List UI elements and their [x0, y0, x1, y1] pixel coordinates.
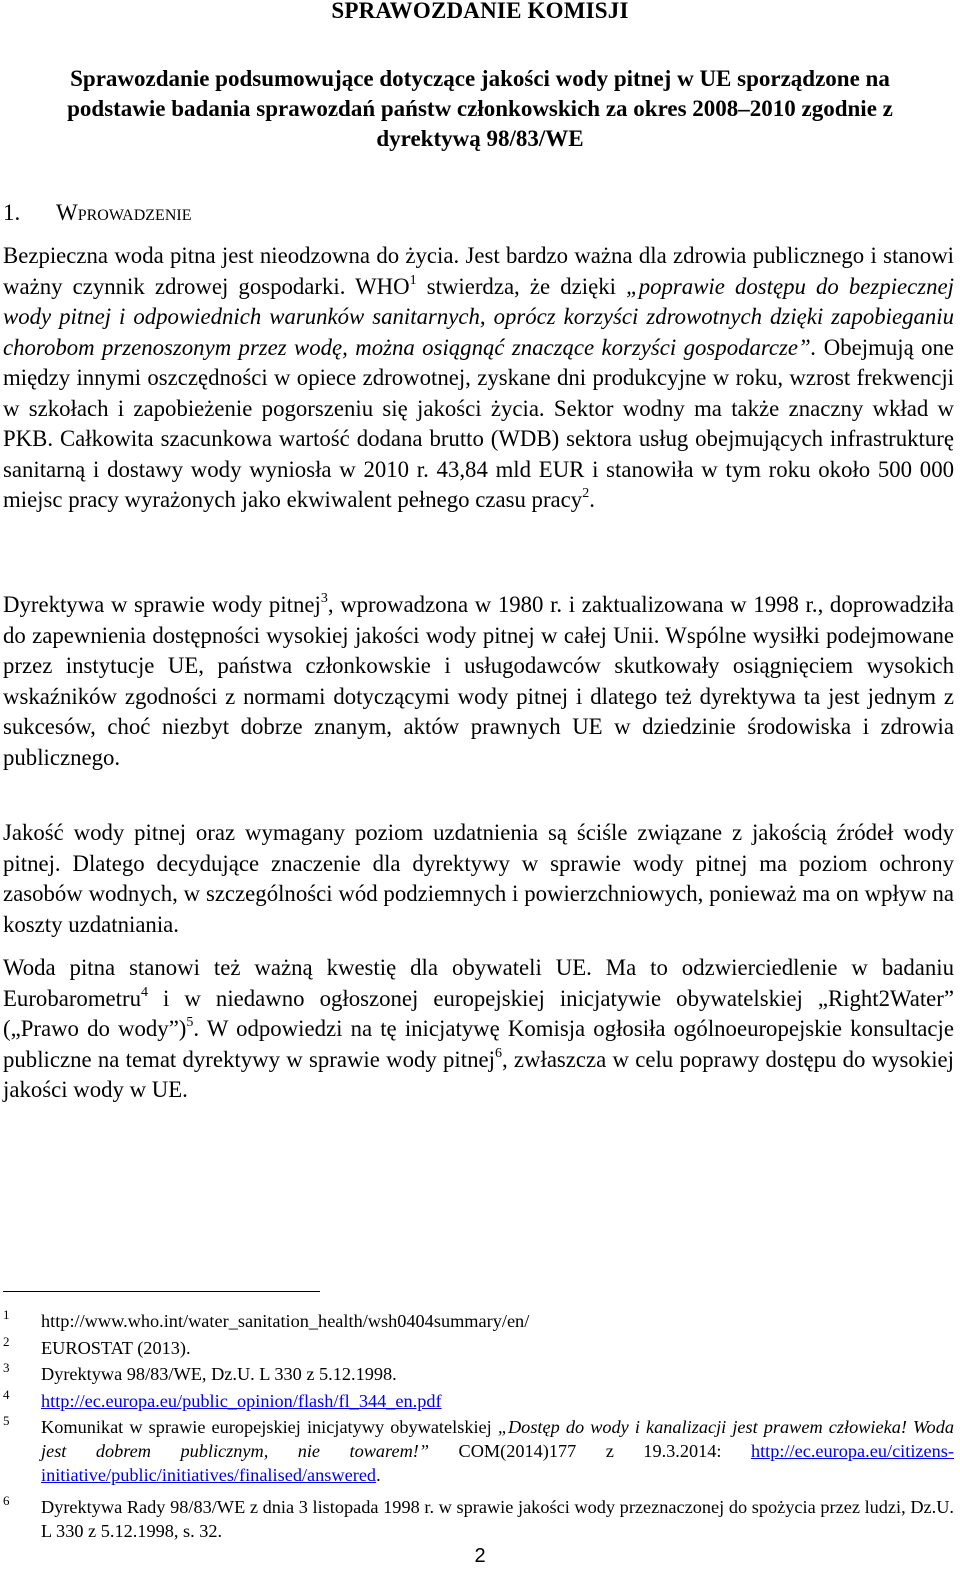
footnote-number: 4 [3, 1387, 10, 1402]
footnote-text: http://www.who.int/water_sanitation_health/wsh0404summary/en/ [41, 1311, 530, 1331]
paragraph-text: stwierdza, że dzięki [416, 273, 627, 299]
paragraph-text: , zwłaszcza w celu poprawy dostępu do wysokiej jakości wody w UE. [3, 1046, 954, 1102]
footnote-text: Dyrektywa Rady 98/83/WE z dnia 3 listopada 1998 r. w sprawie jakości wody przeznaczonej do spożycia przez ludzi, Dz.U. L 330 z 5.12.1998, s. 32. [41, 1497, 954, 1541]
footnote-text: Dyrektywa 98/83/WE, Dz.U. L 330 z 5.12.1998. [41, 1364, 397, 1384]
footnote-ref[interactable]: 5 [186, 1015, 194, 1030]
footnote-text [41, 1415, 954, 1487]
footnote-text-part: COM(2014)177 z 19.3.2014: [429, 1441, 751, 1461]
footnote-text [41, 1389, 954, 1413]
who-quote: „poprawie dostępu do bezpiecznej wody pitnej i odpowiednich warunków sanitarnych, oprócz korzyści zdrowotnych dzięki zapobieganiu chorobom przenoszonym przez wodę, można osiągnąć znaczące korzyści gospodarcze”. [3, 273, 954, 360]
footnote-ref[interactable]: 2 [582, 486, 590, 501]
paragraph-text: . [589, 487, 595, 512]
citizens-initiative-link[interactable]: http://ec.europa.eu/citizens-initiative/public/initiatives/finalised/answered [41, 1441, 954, 1485]
page-number: 2 [474, 1545, 486, 1567]
paragraph-text: Dyrektywa w sprawie wody pitnej [3, 592, 321, 617]
paragraph-text: Jakość wody pitnej oraz wymagany poziom uzdatnienia są ściśle związane z jakością źródeł wody pitnej. Dlatego decydujące znaczenie dla dyrektywy w sprawie wody pitnej ma poziom ochrony zasobów wodnych, w szczególności wód podziemnych i powierzchniowych, ponieważ ma on wpływ na koszty uzdatniania. [3, 820, 954, 937]
section-number: 1. [3, 200, 21, 225]
report-title: Sprawozdanie podsumowujące dotyczące jakości wody pitnej w UE sporządzone na podstawie badania sprawozdań państw członkowskich za okres 2008–2010 zgodnie z dyrektywą 98/83/WE [67, 66, 893, 151]
paragraph-text: . W odpowiedzi na tę inicjatywę Komisja ogłosiła ogólnoeuropejskie konsultacje publiczne na temat dyrektywy w sprawie wody pitnej [3, 1016, 954, 1072]
footnote-number: 3 [3, 1360, 10, 1375]
footnote-number: 5 [3, 1413, 10, 1428]
footnote-ref[interactable]: 4 [141, 984, 148, 1000]
footnote-ref[interactable]: 1 [409, 272, 417, 288]
paragraph-water-quality [3, 818, 954, 940]
paragraph-text: Obejmują one między innymi oszczędności w opiece zdrowotnej, zyskane dni produkcyjne w roku, wzrost frekwencji w szkołach i zapobieżenie pogorszeniu się jakości życia. Sektor wodny ma także znaczny wkład w PKB. Całkowita szacunkowa wartość dodana brutto (WDB) sektora usług obejmujących infrastrukturę sanitarną i dostawy wody wyniosła w 2010 r. 43,84 mld EUR i stanowiła w tym roku około 500 000 miejsc pracy wyrażonych jako ekwiwalent pełnego czasu pracy [3, 334, 954, 512]
document-header-title: SPRAWOZDANIE KOMISJI [331, 0, 629, 23]
paragraph-text: Woda pitna stanowi też ważną kwestię dla obywateli UE. Ma to odzwierciedlenie w badaniu Eurobarometru [3, 955, 954, 1011]
footnote-number: 1 [3, 1307, 10, 1322]
paragraph-text: Bezpieczna woda pitna jest nieodzowna do życia. Jest bardzo ważna dla zdrowia publicznego i stanowi ważny czynnik zdrowej gospodarki. WHO [3, 243, 954, 299]
eurobarometer-link[interactable]: http://ec.europa.eu/public_opinion/flash/fl_344_en.pdf [41, 1391, 442, 1411]
paragraph-text: , wprowadzona w 1980 r. i zaktualizowana w 1998 r., doprowadziła do zapewnienia dostępności wysokiej jakości wody pitnej w całej Unii. Wspólne wysiłki podejmowane przez instytucje UE, państwa członkowskie i usługodawców skutkowały osiągnięciem wysokich wskaźników zgodności z normami dotyczącymi wody pitnej i dlatego też dyrektywa ta jest jednym z sukcesów, choć niezbyt dobrze znanym, aktów prawnych UE w dziedzinie środowiska i zdrowia publicznego. [3, 592, 955, 770]
footnote-text-part: Komunikat w sprawie europejskiej inicjatywy obywatelskiej [41, 1417, 498, 1437]
paragraph-text: i w niedawno ogłoszonej europejskiej inicjatywie obywatelskiej „Right2Water” („Prawo do wody”) [3, 985, 954, 1041]
footnote-ref[interactable]: 6 [494, 1045, 502, 1061]
footnote-number: 6 [3, 1493, 10, 1508]
initiative-title: „Dostęp do wody i kanalizacji jest prawem człowieka! Woda jest dobrem publicznym, nie towarem!” [41, 1417, 954, 1461]
paragraph-intro [3, 241, 954, 516]
paragraph-citizens [3, 953, 954, 1106]
footnote-number: 2 [3, 1334, 10, 1349]
footnote-divider [3, 1291, 320, 1292]
section-heading-text: Wprowadzenie [56, 200, 192, 225]
footnote-text: EUROSTAT (2013). [41, 1338, 191, 1358]
section-heading [3, 200, 191, 226]
paragraph-directive [3, 590, 954, 773]
footnote-ref[interactable]: 3 [320, 591, 328, 606]
footnote-text-part: . [376, 1465, 381, 1485]
